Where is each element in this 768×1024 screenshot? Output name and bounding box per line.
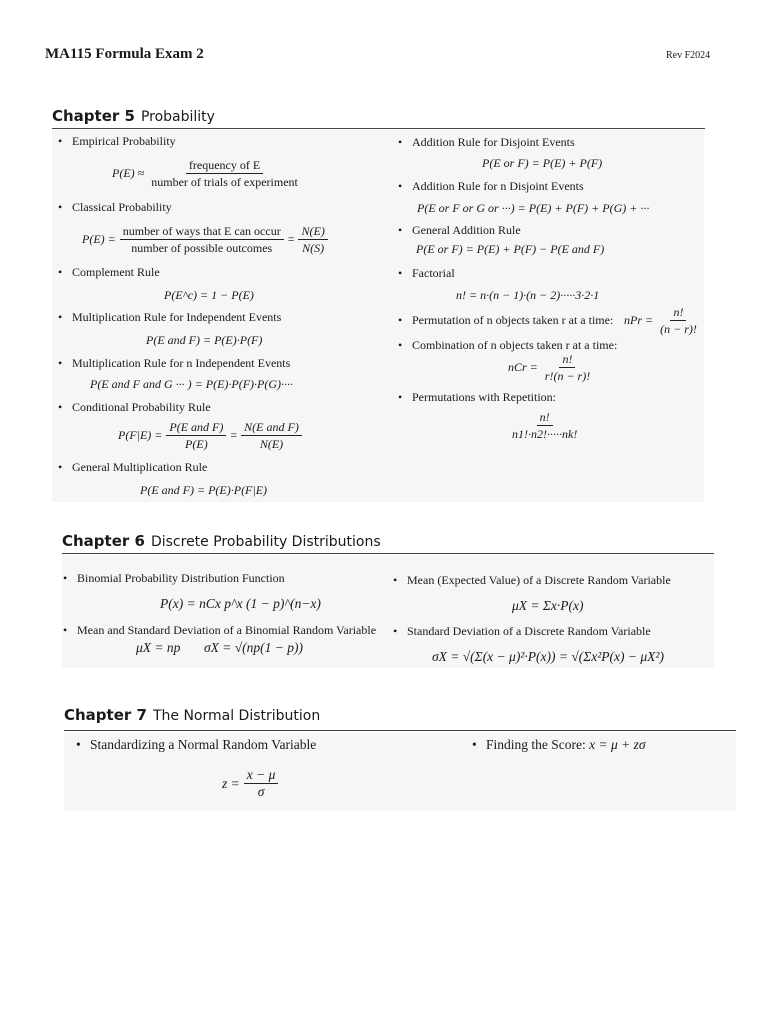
chapter7-number: Chapter 7: [64, 706, 147, 724]
empirical-formula: P(E) ≈ $\frac{\text{frequency of E}}{\text{number of trials of experiment}}$: [112, 158, 298, 189]
classical-label: • Classical Probability: [58, 200, 172, 215]
factorial-label: • Factorial: [398, 266, 455, 281]
chapter6-rule: [62, 553, 714, 554]
score-label: • Finding the Score: x = μ + zσ: [472, 737, 646, 753]
add-n-label: • Addition Rule for n Disjoint Events: [398, 179, 584, 194]
general-mult-label: • General Multiplication Rule: [58, 460, 207, 475]
page-title: MA115 Formula Exam 2: [45, 46, 204, 62]
mult-ind-formula: P(E and F) = P(E)·P(F): [146, 333, 263, 347]
mean-discrete-label: • Mean (Expected Value) of a Discrete Random Variable: [393, 573, 671, 588]
chapter7-name: The Normal Distribution: [152, 708, 321, 724]
chapter5-number: Chapter 5: [52, 107, 135, 125]
factorial-formula: n! = n·(n − 1)·(n − 2)·····3·2·1: [456, 288, 600, 302]
score-formula: x = μ + zσ: [589, 737, 646, 752]
binom-sd-formula: σX = √(np(1 − p)): [204, 640, 304, 655]
chapter6-heading: [62, 531, 381, 550]
permutation-formula: nPr = $\frac{n!}{(n - r)!}$: [624, 305, 697, 336]
chapter5-name: Probability: [140, 109, 215, 125]
binom-mean-formula: μX = np: [136, 640, 181, 655]
perm-rep-label: • Permutations with Repetition:: [398, 390, 556, 405]
revision-label: Rev F2024: [666, 50, 711, 61]
chapter5-heading: [52, 106, 215, 125]
sd-discrete-label: • Standard Deviation of a Discrete Random Variable: [393, 624, 651, 639]
add-disjoint-formula: P(E or F) = P(E) + P(F): [482, 156, 603, 170]
standardize-formula: z = $\frac{x - \mu}{\sigma}$: [222, 768, 282, 799]
binom-pdf-formula: P(x) = nCx p^x (1 − p)^(n−x): [160, 596, 321, 611]
mean-discrete-formula: μX = Σx·P(x): [512, 598, 584, 613]
general-add-formula: P(E or F) = P(E) + P(F) − P(E and F): [416, 242, 605, 256]
perm-rep-formula: $\frac{n!}{n1!\cdot n2!\cdot\cdot\cdot\cdot\cdot nk!}$: [512, 410, 578, 441]
chapter6-name: Discrete Probability Distributions: [150, 534, 381, 550]
standardize-label: • Standardizing a Normal Random Variable: [76, 737, 316, 753]
mult-ind-label: • Multiplication Rule for Independent Events: [58, 310, 281, 325]
add-disjoint-label: • Addition Rule for Disjoint Events: [398, 135, 575, 150]
classical-formula: P(E) = $\frac{\text{number of ways that E can occur}}{\text{number of possible outcomes}}$ = $\frac{N(E)}{N(S)}$: [82, 224, 332, 255]
mult-n-formula: P(E and F and G ··· ) = P(E)·P(F)·P(G)····: [90, 377, 294, 391]
permutation-label: • Permutation of n objects taken r at a time:: [398, 313, 613, 328]
add-n-formula: P(E or F or G or ···) = P(E) + P(F) + P(G) + ···: [417, 201, 650, 215]
conditional-label: • Conditional Probability Rule: [58, 400, 211, 415]
complement-label: • Complement Rule: [58, 265, 160, 280]
chapter7-rule: [64, 730, 736, 731]
general-mult-formula: P(E and F) = P(E)·P(F|E): [140, 483, 268, 497]
binom-pdf-label: • Binomial Probability Distribution Function: [63, 571, 285, 586]
binom-ms-label: • Mean and Standard Deviation of a Binomial Random Variable: [63, 623, 376, 638]
conditional-formula: P(F|E) = $\frac{\text{P(E and F)}}{P(E)}$ = $\frac{\text{N(E and F)}}{N(E)}$: [118, 420, 306, 451]
chapter5-rule: [52, 128, 705, 129]
combination-formula: nCr = $\frac{n!}{r!(n - r)!}$: [508, 352, 591, 383]
mult-n-label: • Multiplication Rule for n Independent Events: [58, 356, 290, 371]
chapter6-number: Chapter 6: [62, 532, 145, 550]
complement-formula: P(E^c) = 1 − P(E): [164, 288, 254, 302]
empirical-label: • Empirical Probability: [58, 134, 176, 149]
chapter7-heading: [64, 705, 320, 724]
general-add-label: • General Addition Rule: [398, 223, 521, 238]
combination-label: • Combination of n objects taken r at a time:: [398, 338, 617, 353]
sd-discrete-formula: σX = √(Σ(x − μ)²·P(x)) = √(Σx²P(x) − μX²): [432, 649, 664, 664]
